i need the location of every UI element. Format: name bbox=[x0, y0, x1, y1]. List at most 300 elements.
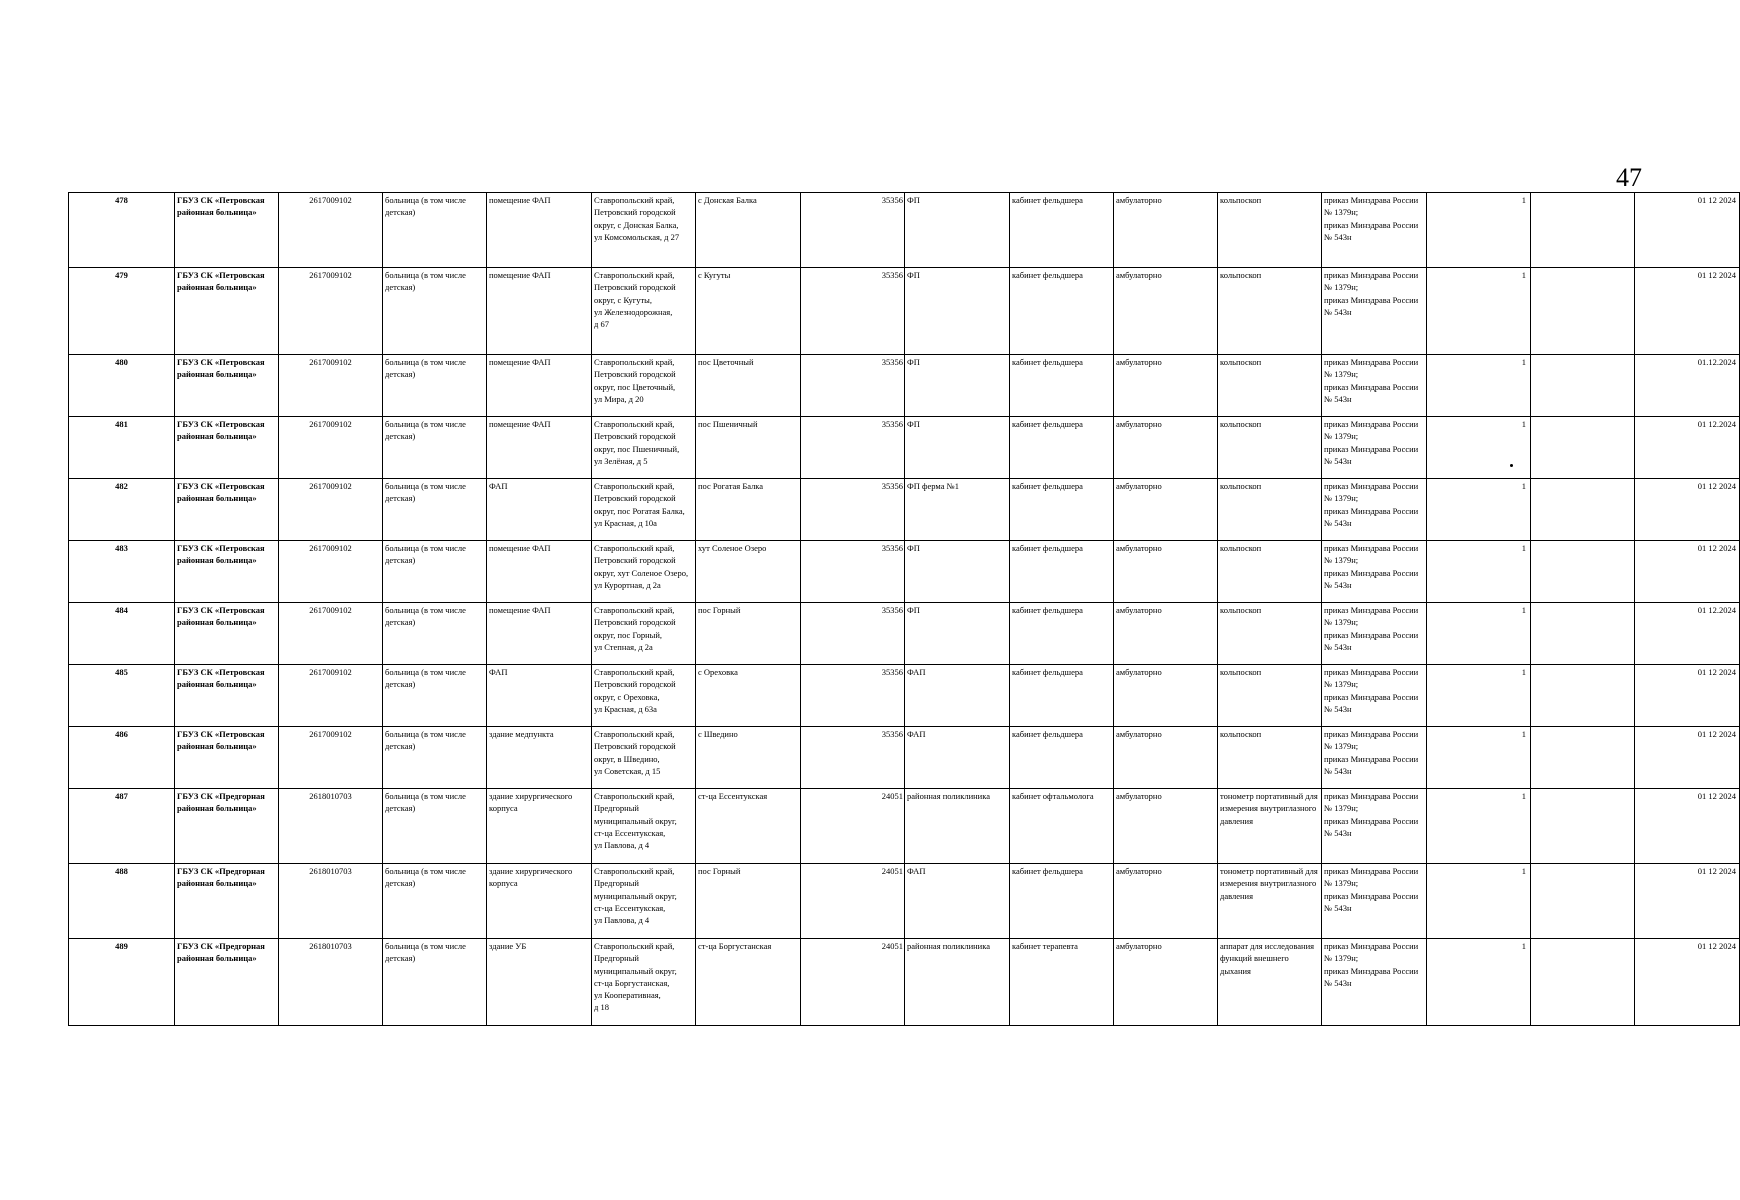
cell-extra bbox=[1531, 727, 1635, 789]
cell-line: ФАП bbox=[489, 667, 508, 677]
cell-line: больница (в том числе bbox=[385, 941, 466, 951]
cell-org-type bbox=[383, 193, 487, 268]
cell-quantity: 1 bbox=[1427, 864, 1531, 939]
cell-line: ГБУЗ СК «Петровская bbox=[177, 543, 265, 553]
cell-care-form: амбулаторно bbox=[1114, 193, 1218, 268]
cell-line: больница (в том числе bbox=[385, 605, 466, 615]
cell-line: здание УБ bbox=[489, 941, 527, 951]
cell-room: кабинет фельдшера bbox=[1010, 541, 1114, 603]
cell-address bbox=[592, 665, 696, 727]
cell-line: № 1379н; bbox=[1324, 803, 1359, 814]
cell-line: ГБУЗ СК «Предгорная bbox=[177, 941, 265, 951]
cell-line: помещение ФАП bbox=[489, 419, 551, 429]
cell-equipment bbox=[1218, 355, 1322, 417]
cell-line: районная больница» bbox=[177, 555, 257, 566]
cell-line: помещение ФАП bbox=[489, 605, 551, 615]
cell-line: № 1379н; bbox=[1324, 493, 1359, 504]
cell-num: 478 bbox=[69, 193, 175, 268]
cell-line: № 1379н; bbox=[1324, 369, 1359, 380]
cell-legal-basis bbox=[1322, 727, 1427, 789]
cell-line: № 543н bbox=[1324, 765, 1352, 776]
cell-line: районная больница» bbox=[177, 431, 257, 442]
cell-room: кабинет фельдшера bbox=[1010, 268, 1114, 355]
cell-org-type bbox=[383, 603, 487, 665]
cell-building bbox=[487, 864, 592, 939]
cell-line: ст-ца Ессентукская, bbox=[594, 902, 666, 913]
cell-inn: 2618010703 bbox=[279, 939, 383, 1026]
cell-settlement: с Кугуты bbox=[696, 268, 801, 355]
table-row bbox=[69, 939, 1740, 1026]
cell-line: больница (в том числе bbox=[385, 357, 466, 367]
cell-organization bbox=[175, 665, 279, 727]
equipment-table bbox=[68, 192, 1740, 1026]
cell-legal-basis bbox=[1322, 864, 1427, 939]
cell-org-type bbox=[383, 864, 487, 939]
cell-building bbox=[487, 665, 592, 727]
cell-care-form: амбулаторно bbox=[1114, 665, 1218, 727]
cell-settlement: пос Горный bbox=[696, 864, 801, 939]
cell-line: районная больница» bbox=[177, 207, 257, 218]
cell-date: 01 12 2024 bbox=[1635, 193, 1740, 268]
cell-line: кольпоскоп bbox=[1220, 195, 1262, 205]
cell-legal-basis bbox=[1322, 789, 1427, 864]
cell-line: приказ Минздрава России bbox=[1324, 419, 1419, 429]
cell-legal-basis bbox=[1322, 939, 1427, 1026]
cell-building bbox=[487, 193, 592, 268]
cell-subdivision: районная поликлиника bbox=[905, 939, 1010, 1026]
cell-line: Предгорный bbox=[594, 803, 639, 814]
cell-quantity: 1 bbox=[1427, 479, 1531, 541]
cell-subdivision: ФАП bbox=[905, 864, 1010, 939]
cell-line: № 1379н; bbox=[1324, 878, 1359, 889]
cell-settlement: пос Пшеничный bbox=[696, 417, 801, 479]
cell-subdivision: ФП bbox=[905, 417, 1010, 479]
cell-line: детская) bbox=[385, 493, 416, 504]
cell-line: ул Зелёная, д 5 bbox=[594, 455, 648, 466]
cell-equipment bbox=[1218, 665, 1322, 727]
cell-line: Петровский городской bbox=[594, 679, 676, 690]
cell-line: кольпоскоп bbox=[1220, 481, 1262, 491]
cell-settlement: хут Соленое Озеро bbox=[696, 541, 801, 603]
cell-line: районная больница» bbox=[177, 878, 257, 889]
table-row bbox=[69, 417, 1740, 479]
cell-inn: 2617009102 bbox=[279, 268, 383, 355]
cell-oktmo: 35356 bbox=[801, 541, 905, 603]
cell-line: ул Советская, д 15 bbox=[594, 765, 661, 776]
cell-oktmo: 24051 bbox=[801, 789, 905, 864]
cell-line: округ, с Ореховка, bbox=[594, 691, 660, 702]
cell-line: здание хирургического bbox=[489, 791, 573, 801]
cell-inn: 2618010703 bbox=[279, 864, 383, 939]
cell-equipment bbox=[1218, 417, 1322, 479]
cell-organization bbox=[175, 939, 279, 1026]
cell-org-type bbox=[383, 789, 487, 864]
cell-address bbox=[592, 193, 696, 268]
cell-line: здание медпункта bbox=[489, 729, 554, 739]
cell-line: приказ Минздрава России bbox=[1324, 195, 1419, 205]
cell-line: Ставропольский край, bbox=[594, 605, 675, 615]
cell-line: ул Степная, д 2а bbox=[594, 641, 653, 652]
cell-line: Петровский городской bbox=[594, 741, 676, 752]
cell-oktmo: 35356 bbox=[801, 355, 905, 417]
cell-date: 01 12 2024 bbox=[1635, 939, 1740, 1026]
cell-line: округ, в Шведино, bbox=[594, 753, 660, 764]
cell-line: больница (в том числе bbox=[385, 270, 466, 280]
cell-line: приказ Минздрава России bbox=[1324, 965, 1419, 976]
cell-equipment bbox=[1218, 193, 1322, 268]
cell-quantity: 1 bbox=[1427, 417, 1531, 479]
cell-building bbox=[487, 727, 592, 789]
cell-room: кабинет фельдшера bbox=[1010, 193, 1114, 268]
cell-line: муниципальный округ, bbox=[594, 890, 677, 901]
cell-legal-basis bbox=[1322, 665, 1427, 727]
cell-settlement: с Ореховка bbox=[696, 665, 801, 727]
cell-line: № 543н bbox=[1324, 703, 1352, 714]
cell-line: кольпоскоп bbox=[1220, 729, 1262, 739]
cell-address bbox=[592, 727, 696, 789]
cell-equipment bbox=[1218, 727, 1322, 789]
cell-line: Петровский городской bbox=[594, 431, 676, 442]
cell-line: кольпоскоп bbox=[1220, 419, 1262, 429]
cell-line: Предгорный bbox=[594, 878, 639, 889]
table-row bbox=[69, 479, 1740, 541]
cell-line: ст-ца Ессентукская, bbox=[594, 827, 666, 838]
cell-equipment bbox=[1218, 789, 1322, 864]
cell-line: измерения внутриглазного bbox=[1220, 803, 1317, 814]
cell-line: приказ Минздрава России bbox=[1324, 791, 1419, 801]
cell-line: Ставропольский край, bbox=[594, 357, 675, 367]
cell-date: 01 12 2024 bbox=[1635, 665, 1740, 727]
cell-line: давления bbox=[1220, 890, 1254, 901]
cell-care-form: амбулаторно bbox=[1114, 479, 1218, 541]
cell-line: № 543н bbox=[1324, 231, 1352, 242]
cell-line: кольпоскоп bbox=[1220, 357, 1262, 367]
cell-building bbox=[487, 789, 592, 864]
cell-line: ФАП bbox=[489, 481, 508, 491]
cell-subdivision: ФП bbox=[905, 193, 1010, 268]
cell-building bbox=[487, 541, 592, 603]
cell-line: тонометр портативный для bbox=[1220, 866, 1318, 876]
cell-num: 487 bbox=[69, 789, 175, 864]
cell-line: детская) bbox=[385, 282, 416, 293]
cell-line: ул Павлова, д 4 bbox=[594, 915, 650, 926]
cell-line: округ, пос Горный, bbox=[594, 629, 663, 640]
cell-equipment bbox=[1218, 864, 1322, 939]
cell-line: приказ Минздрава России bbox=[1324, 629, 1419, 640]
cell-line: приказ Минздрава России bbox=[1324, 219, 1419, 230]
cell-quantity: 1 bbox=[1427, 727, 1531, 789]
cell-line: округ, с Кугуты, bbox=[594, 294, 653, 305]
cell-org-type bbox=[383, 541, 487, 603]
cell-legal-basis bbox=[1322, 193, 1427, 268]
stray-dot-mark bbox=[1510, 464, 1513, 467]
cell-num: 486 bbox=[69, 727, 175, 789]
cell-date: 01 12 2024 bbox=[1635, 479, 1740, 541]
cell-line: № 543н bbox=[1324, 641, 1352, 652]
cell-line: № 1379н; bbox=[1324, 282, 1359, 293]
cell-equipment bbox=[1218, 479, 1322, 541]
cell-line: приказ Минздрава России bbox=[1324, 357, 1419, 367]
cell-extra bbox=[1531, 541, 1635, 603]
cell-org-type bbox=[383, 417, 487, 479]
cell-line: детская) bbox=[385, 878, 416, 889]
cell-line: детская) bbox=[385, 207, 416, 218]
cell-extra bbox=[1531, 864, 1635, 939]
cell-care-form: амбулаторно bbox=[1114, 727, 1218, 789]
cell-line: детская) bbox=[385, 803, 416, 814]
cell-line: № 1379н; bbox=[1324, 953, 1359, 964]
cell-oktmo: 24051 bbox=[801, 939, 905, 1026]
cell-line: № 543н bbox=[1324, 306, 1352, 317]
cell-legal-basis bbox=[1322, 268, 1427, 355]
cell-legal-basis bbox=[1322, 479, 1427, 541]
cell-line: ГБУЗ СК «Петровская bbox=[177, 605, 265, 615]
cell-line: районная больница» bbox=[177, 803, 257, 814]
cell-line: Петровский городской bbox=[594, 369, 676, 380]
cell-line: приказ Минздрава России bbox=[1324, 753, 1419, 764]
cell-legal-basis bbox=[1322, 541, 1427, 603]
cell-org-type bbox=[383, 727, 487, 789]
cell-line: ул Красная, д 10а bbox=[594, 517, 657, 528]
cell-equipment bbox=[1218, 541, 1322, 603]
cell-line: № 543н bbox=[1324, 393, 1352, 404]
cell-line: муниципальный округ, bbox=[594, 815, 677, 826]
cell-line: приказ Минздрава России bbox=[1324, 667, 1419, 677]
cell-care-form: амбулаторно bbox=[1114, 789, 1218, 864]
cell-line: дыхания bbox=[1220, 965, 1251, 976]
cell-subdivision: ФП bbox=[905, 541, 1010, 603]
cell-organization bbox=[175, 541, 279, 603]
cell-quantity: 1 bbox=[1427, 193, 1531, 268]
cell-room: кабинет фельдшера bbox=[1010, 603, 1114, 665]
cell-line: Петровский городской bbox=[594, 493, 676, 504]
cell-num: 484 bbox=[69, 603, 175, 665]
cell-line: округ, с Донская Балка, bbox=[594, 219, 679, 230]
cell-extra bbox=[1531, 603, 1635, 665]
cell-settlement: с Шведино bbox=[696, 727, 801, 789]
cell-equipment bbox=[1218, 268, 1322, 355]
cell-line: Петровский городской bbox=[594, 207, 676, 218]
cell-line: ГБУЗ СК «Петровская bbox=[177, 357, 265, 367]
cell-oktmo: 35356 bbox=[801, 603, 905, 665]
cell-line: округ, пос Цветочный, bbox=[594, 381, 676, 392]
cell-oktmo: 35356 bbox=[801, 268, 905, 355]
cell-organization bbox=[175, 727, 279, 789]
cell-line: № 543н bbox=[1324, 827, 1352, 838]
cell-address bbox=[592, 789, 696, 864]
cell-line: № 1379н; bbox=[1324, 679, 1359, 690]
table-row bbox=[69, 665, 1740, 727]
cell-line: Ставропольский край, bbox=[594, 791, 675, 801]
cell-room: кабинет фельдшера bbox=[1010, 864, 1114, 939]
cell-line: Ставропольский край, bbox=[594, 729, 675, 739]
table-row bbox=[69, 193, 1740, 268]
cell-line: помещение ФАП bbox=[489, 195, 551, 205]
cell-room: кабинет фельдшера bbox=[1010, 665, 1114, 727]
cell-extra bbox=[1531, 479, 1635, 541]
cell-oktmo: 35356 bbox=[801, 193, 905, 268]
cell-line: детская) bbox=[385, 617, 416, 628]
cell-line: № 1379н; bbox=[1324, 741, 1359, 752]
cell-line: Петровский городской bbox=[594, 617, 676, 628]
cell-date: 01 12 2024 bbox=[1635, 864, 1740, 939]
cell-subdivision: ФП bbox=[905, 268, 1010, 355]
cell-line: ул Красная, д 63а bbox=[594, 703, 657, 714]
cell-oktmo: 35356 bbox=[801, 665, 905, 727]
cell-subdivision: ФП bbox=[905, 603, 1010, 665]
cell-subdivision: районная поликлиника bbox=[905, 789, 1010, 864]
cell-oktmo: 35356 bbox=[801, 479, 905, 541]
table-row bbox=[69, 355, 1740, 417]
cell-extra bbox=[1531, 355, 1635, 417]
cell-line: тонометр портативный для bbox=[1220, 791, 1318, 801]
cell-address bbox=[592, 268, 696, 355]
cell-subdivision: ФАП bbox=[905, 727, 1010, 789]
cell-subdivision: ФП bbox=[905, 355, 1010, 417]
cell-line: ГБУЗ СК «Петровская bbox=[177, 481, 265, 491]
cell-line: приказ Минздрава России bbox=[1324, 294, 1419, 305]
cell-care-form: амбулаторно bbox=[1114, 541, 1218, 603]
cell-line: Ставропольский край, bbox=[594, 543, 675, 553]
cell-care-form: амбулаторно bbox=[1114, 355, 1218, 417]
cell-oktmo: 24051 bbox=[801, 864, 905, 939]
cell-settlement: с Донская Балка bbox=[696, 193, 801, 268]
cell-legal-basis bbox=[1322, 603, 1427, 665]
cell-organization bbox=[175, 417, 279, 479]
cell-line: помещение ФАП bbox=[489, 357, 551, 367]
cell-quantity: 1 bbox=[1427, 541, 1531, 603]
cell-quantity: 1 bbox=[1427, 789, 1531, 864]
cell-care-form: амбулаторно bbox=[1114, 268, 1218, 355]
cell-address bbox=[592, 864, 696, 939]
cell-line: ГБУЗ СК «Предгорная bbox=[177, 791, 265, 801]
cell-num: 489 bbox=[69, 939, 175, 1026]
cell-inn: 2617009102 bbox=[279, 727, 383, 789]
cell-date: 01 12 2024 bbox=[1635, 268, 1740, 355]
cell-num: 485 bbox=[69, 665, 175, 727]
cell-address bbox=[592, 939, 696, 1026]
cell-line: Ставропольский край, bbox=[594, 667, 675, 677]
cell-care-form: амбулаторно bbox=[1114, 939, 1218, 1026]
cell-address bbox=[592, 417, 696, 479]
cell-building bbox=[487, 479, 592, 541]
cell-extra bbox=[1531, 665, 1635, 727]
cell-org-type bbox=[383, 939, 487, 1026]
cell-legal-basis bbox=[1322, 417, 1427, 479]
cell-line: Петровский городской bbox=[594, 555, 676, 566]
cell-equipment bbox=[1218, 939, 1322, 1026]
cell-line: приказ Минздрава России bbox=[1324, 381, 1419, 392]
cell-building bbox=[487, 417, 592, 479]
cell-building bbox=[487, 603, 592, 665]
cell-line: кольпоскоп bbox=[1220, 270, 1262, 280]
cell-num: 483 bbox=[69, 541, 175, 603]
cell-line: приказ Минздрава России bbox=[1324, 890, 1419, 901]
cell-line: округ, хут Соленое Озеро, bbox=[594, 567, 689, 578]
cell-line: районная больница» bbox=[177, 679, 257, 690]
cell-line: № 543н bbox=[1324, 517, 1352, 528]
cell-line: приказ Минздрава России bbox=[1324, 270, 1419, 280]
cell-subdivision: ФП ферма №1 bbox=[905, 479, 1010, 541]
cell-line: Ставропольский край, bbox=[594, 481, 675, 491]
cell-line: № 1379н; bbox=[1324, 431, 1359, 442]
cell-line: приказ Минздрава России bbox=[1324, 543, 1419, 553]
cell-date: 01.12.2024 bbox=[1635, 355, 1740, 417]
cell-line: № 543н bbox=[1324, 902, 1352, 913]
cell-line: № 543н bbox=[1324, 977, 1352, 988]
table-row bbox=[69, 541, 1740, 603]
cell-line: больница (в том числе bbox=[385, 729, 466, 739]
cell-legal-basis bbox=[1322, 355, 1427, 417]
cell-line: детская) bbox=[385, 679, 416, 690]
cell-extra bbox=[1531, 417, 1635, 479]
cell-inn: 2617009102 bbox=[279, 355, 383, 417]
cell-building bbox=[487, 268, 592, 355]
table-row bbox=[69, 864, 1740, 939]
cell-line: округ, пос Пшеничный, bbox=[594, 443, 680, 454]
cell-line: районная больница» bbox=[177, 741, 257, 752]
cell-line: Ставропольский край, bbox=[594, 941, 675, 951]
cell-line: ул Железнодорожная, bbox=[594, 306, 673, 317]
cell-organization bbox=[175, 268, 279, 355]
cell-line: районная больница» bbox=[177, 282, 257, 293]
cell-inn: 2617009102 bbox=[279, 193, 383, 268]
cell-num: 480 bbox=[69, 355, 175, 417]
cell-line: ГБУЗ СК «Предгорная bbox=[177, 866, 265, 876]
cell-line: ул Мира, д 20 bbox=[594, 393, 644, 404]
table-row bbox=[69, 603, 1740, 665]
cell-care-form: амбулаторно bbox=[1114, 603, 1218, 665]
cell-inn: 2617009102 bbox=[279, 417, 383, 479]
cell-line: ул Кооперативная, bbox=[594, 990, 661, 1001]
cell-line: Ставропольский край, bbox=[594, 419, 675, 429]
cell-line: помещение ФАП bbox=[489, 270, 551, 280]
cell-inn: 2618010703 bbox=[279, 789, 383, 864]
cell-line: ГБУЗ СК «Петровская bbox=[177, 419, 265, 429]
cell-line: приказ Минздрава России bbox=[1324, 605, 1419, 615]
cell-inn: 2617009102 bbox=[279, 603, 383, 665]
cell-org-type bbox=[383, 355, 487, 417]
cell-line: д 18 bbox=[594, 1002, 609, 1013]
cell-organization bbox=[175, 864, 279, 939]
cell-line: ст-ца Боргустанская, bbox=[594, 977, 670, 988]
cell-line: детская) bbox=[385, 741, 416, 752]
cell-quantity: 1 bbox=[1427, 355, 1531, 417]
cell-inn: 2617009102 bbox=[279, 541, 383, 603]
cell-line: районная больница» bbox=[177, 369, 257, 380]
cell-line: измерения внутриглазного bbox=[1220, 878, 1317, 889]
cell-org-type bbox=[383, 665, 487, 727]
cell-care-form: амбулаторно bbox=[1114, 417, 1218, 479]
table-row bbox=[69, 789, 1740, 864]
cell-organization bbox=[175, 789, 279, 864]
cell-line: приказ Минздрава России bbox=[1324, 505, 1419, 516]
cell-line: детская) bbox=[385, 431, 416, 442]
cell-quantity: 1 bbox=[1427, 665, 1531, 727]
cell-organization bbox=[175, 355, 279, 417]
cell-line: д 67 bbox=[594, 319, 609, 330]
cell-care-form: амбулаторно bbox=[1114, 864, 1218, 939]
cell-line: № 543н bbox=[1324, 455, 1352, 466]
cell-line: приказ Минздрава России bbox=[1324, 481, 1419, 491]
cell-room: кабинет фельдшера bbox=[1010, 727, 1114, 789]
cell-line: № 1379н; bbox=[1324, 207, 1359, 218]
cell-room: кабинет офтальмолога bbox=[1010, 789, 1114, 864]
cell-oktmo: 35356 bbox=[801, 417, 905, 479]
cell-room: кабинет фельдшера bbox=[1010, 479, 1114, 541]
cell-line: № 1379н; bbox=[1324, 617, 1359, 628]
cell-num: 482 bbox=[69, 479, 175, 541]
